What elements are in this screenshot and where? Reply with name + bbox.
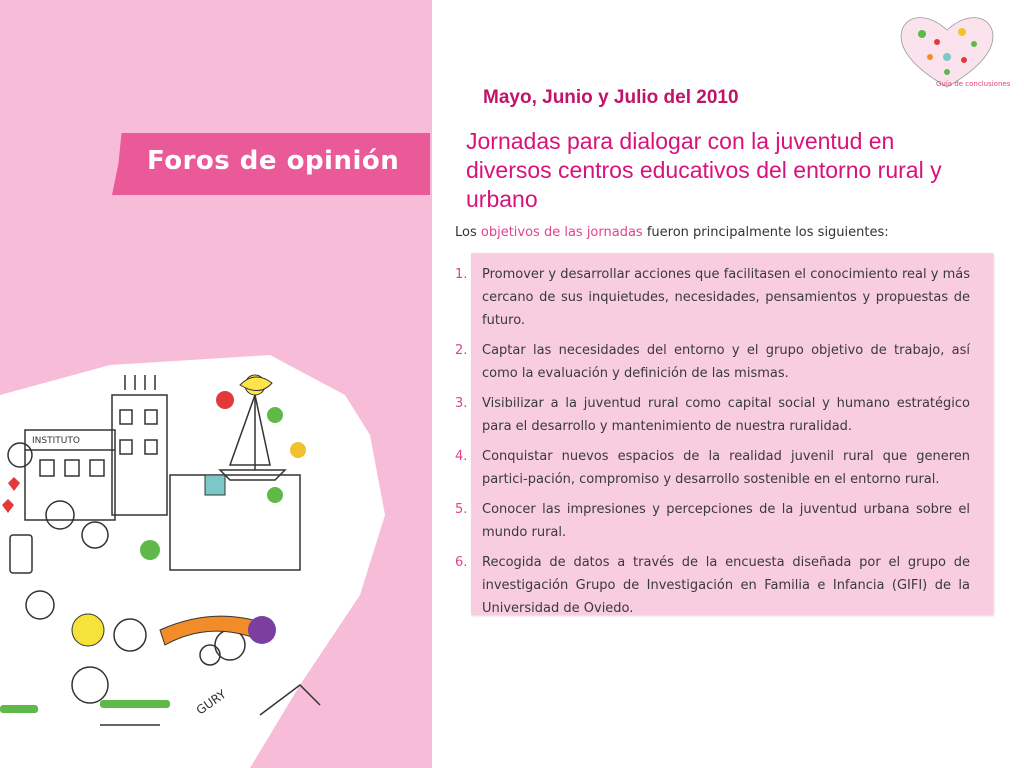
- collage-sign-text: INSTITUTO: [32, 436, 80, 446]
- logo-caption: Guía de conclusiones: [936, 80, 1011, 88]
- objectives-list: [448, 263, 978, 627]
- item-text: Visibilizar a la juventud rural como capital social y humano estratégico para el desarrollo y mantenimiento de nuestra ruralidad.: [482, 396, 970, 434]
- list-item: [448, 392, 978, 438]
- item-text: Conquistar nuevos espacios de la realidad juvenil rural que generen partici-pación, compromiso y desarrollo sostenible en el entorno rural.: [482, 449, 970, 487]
- item-number: 5.: [455, 502, 468, 517]
- list-item: [448, 551, 978, 620]
- intro-text: [455, 225, 889, 240]
- collage-illustration: [0, 355, 390, 768]
- page-title: Jornadas para dialogar con la juventud en diversos centros educativos del entorno rural y urbano: [466, 128, 942, 212]
- list-item: [448, 263, 978, 332]
- intro-highlight: objetivos de las jornadas: [480, 225, 643, 240]
- list-item: [448, 339, 978, 385]
- item-text: Promover y desarrollar acciones que facilitasen el conocimiento real y más cercano de sus inquietudes, necesidades, pensamientos y propuestas de futuro.: [482, 267, 970, 328]
- item-number: 4.: [455, 449, 468, 464]
- item-number: 6.: [455, 555, 468, 570]
- collage-sign-text-2: GURY: [193, 687, 229, 718]
- left-panel: [0, 0, 432, 768]
- intro-part-1: Los: [455, 225, 481, 240]
- intro-part-2: fueron principalmente los siguientes:: [642, 225, 889, 240]
- item-text: Conocer las impresiones y percepciones de la juventud urbana sobre el mundo rural.: [482, 502, 970, 540]
- list-item: [448, 445, 978, 491]
- item-number: 2.: [455, 343, 468, 358]
- item-text: Captar las necesidades del entorno y el grupo objetivo de trabajo, así como la evaluación y definición de las mismas.: [482, 343, 970, 381]
- item-number: 3.: [455, 396, 468, 411]
- item-text: Recogida de datos a través de la encuesta diseñada por el grupo de investigación Grupo de Investigación en Familia e Infancia (GIFI) de la Universidad de Oviedo.: [482, 555, 970, 616]
- banner-title: Foros de opinión: [147, 146, 400, 176]
- date-title: Mayo, Junio y Julio del 2010: [483, 87, 739, 108]
- item-number: 1.: [455, 267, 468, 282]
- list-item: [448, 498, 978, 544]
